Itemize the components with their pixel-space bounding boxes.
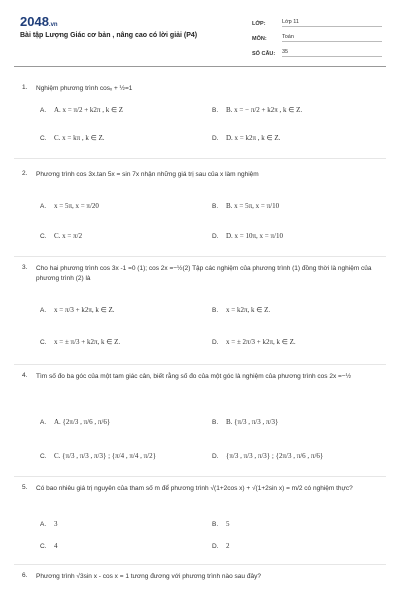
option-letter: A.: [40, 418, 47, 426]
option-a[interactable]: [40, 520, 58, 528]
option-b[interactable]: [212, 418, 278, 426]
option-value: x = 5π, x = π/20: [54, 202, 99, 210]
question-number: 1.: [22, 84, 28, 91]
option-c[interactable]: [40, 338, 120, 346]
meta-value: Lớp 11: [282, 19, 382, 27]
option-value: B. {π/3 , π/3 , π/3}: [226, 418, 279, 426]
option-value: {π/3 , π/3 , π/3} ; {2π/3 , π/6 , π/6}: [226, 452, 324, 460]
meta-label: LỚP:: [252, 21, 266, 27]
option-value: x = k2π, k ∈ Z.: [226, 306, 271, 314]
question-text: Nghiệm phương trình cosₓ + ½=1: [36, 85, 133, 92]
option-letter: C.: [40, 542, 47, 550]
question-divider: [14, 476, 386, 477]
option-d[interactable]: [212, 542, 230, 550]
option-c[interactable]: [40, 542, 58, 550]
option-letter: B.: [212, 418, 219, 426]
meta-value: Toán: [282, 34, 382, 42]
option-letter: D.: [212, 542, 219, 550]
question-number: 5.: [22, 484, 28, 491]
question-text: Tìm số đo ba góc của một tam giác cân, biết rằng số đo của một góc là nghiệm của phương trình cos 2x =−½: [36, 373, 352, 380]
option-letter: C.: [40, 134, 47, 142]
option-a[interactable]: [40, 418, 110, 426]
meta-label: SỐ CÂU:: [252, 51, 276, 57]
meta-label: MÔN:: [252, 36, 267, 42]
option-c[interactable]: [40, 134, 105, 142]
option-letter: B.: [212, 520, 219, 528]
option-d[interactable]: [212, 134, 280, 142]
option-value: 3: [54, 520, 58, 528]
question-text: Phương trình cos 3x.tan 5x = sin 7x nhận những giá trị sau của x làm nghiệm: [36, 171, 259, 178]
option-letter: A.: [40, 306, 47, 314]
meta-row-lop: [252, 12, 382, 27]
option-letter: A.: [40, 106, 47, 114]
meta-value: 35: [282, 49, 382, 57]
question-2: [0, 170, 400, 250]
option-value: A. x = π/2 + k2π , k ∈ Z: [54, 106, 124, 114]
option-letter: A.: [40, 202, 47, 210]
option-value: C. {π/3 , π/3 , π/3} ; {π/4 , π/4 , π/2}: [54, 452, 156, 460]
option-d[interactable]: [212, 338, 296, 346]
question-text: Cho hai phương trình cos 3x -1 =0 (1); cos 2x =−½(2) Tập các nghiệm của phương trình (1) đồng thời là nghiệm của phương trình (2) là: [36, 265, 372, 282]
question-5: [0, 484, 400, 564]
option-letter: C.: [40, 452, 47, 460]
meta-row-socau: [252, 42, 382, 57]
option-b[interactable]: [212, 306, 270, 314]
option-value: x = ± π/3 + k2π, k ∈ Z.: [54, 338, 121, 346]
option-b[interactable]: [212, 520, 230, 528]
option-letter: C.: [40, 232, 47, 240]
question-divider: [14, 158, 386, 159]
meta-row-mon: [252, 27, 382, 42]
site-logo[interactable]: [20, 14, 58, 29]
option-b[interactable]: [212, 106, 302, 114]
option-letter: C.: [40, 338, 47, 346]
option-letter: D.: [212, 134, 219, 142]
option-value: B. x = − π/2 + k2π , k ∈ Z.: [226, 106, 303, 114]
option-a[interactable]: [40, 106, 123, 114]
option-value: x = π/3 + k2π, k ∈ Z.: [54, 306, 115, 314]
question-number: 2.: [22, 170, 28, 177]
question-number: 4.: [22, 372, 28, 379]
option-c[interactable]: [40, 232, 82, 240]
option-letter: D.: [212, 452, 219, 460]
document-title: Bài tập Lượng Giác cơ bản , nâng cao có lời giải (P4): [20, 32, 198, 39]
question-number: 6.: [22, 572, 28, 579]
logo-text: 2048: [20, 14, 49, 29]
option-value: D. x = k2π , k ∈ Z.: [226, 134, 281, 142]
question-3: [0, 264, 400, 359]
option-c[interactable]: [40, 452, 156, 460]
option-letter: D.: [212, 232, 219, 240]
option-value: C. x = kπ , k ∈ Z.: [54, 134, 105, 142]
header: [0, 0, 400, 64]
option-value: 2: [226, 542, 230, 550]
question-divider: [14, 256, 386, 257]
option-d[interactable]: [212, 232, 283, 240]
logo-suffix: .vn: [48, 22, 58, 28]
question-6: [0, 572, 400, 600]
option-value: B. x = 5π, x = π/10: [226, 202, 280, 210]
option-letter: A.: [40, 520, 47, 528]
option-value: D. x = 10π, x = π/10: [226, 232, 283, 240]
question-text: Phương trình √3sin x - cos x = 1 tương đương với phương trình nào sau đây?: [36, 573, 261, 580]
question-number: 3.: [22, 264, 28, 271]
question-divider: [14, 564, 386, 565]
option-b[interactable]: [212, 202, 279, 210]
question-1: [0, 84, 400, 154]
header-divider: [14, 66, 386, 67]
question-divider: [14, 364, 386, 365]
option-value: A. {2π/3 , π/6 , π/6}: [54, 418, 111, 426]
question-4: [0, 372, 400, 472]
option-value: 5: [226, 520, 230, 528]
option-value: 4: [54, 542, 58, 550]
option-letter: D.: [212, 338, 219, 346]
option-value: x = ± 2π/3 + k2π, k ∈ Z.: [226, 338, 296, 346]
option-value: C. x = π/2: [54, 232, 83, 240]
meta-table: [252, 12, 382, 57]
option-a[interactable]: [40, 306, 115, 314]
option-letter: B.: [212, 306, 219, 314]
option-letter: B.: [212, 202, 219, 210]
question-text: Có bao nhiêu giá trị nguyên của tham số m để phương trình √(1+2cos x) + √(1+2sin x) = m/2 có nghiệm thực?: [36, 485, 353, 492]
option-letter: B.: [212, 106, 219, 114]
option-d[interactable]: [212, 452, 323, 460]
option-a[interactable]: [40, 202, 99, 210]
